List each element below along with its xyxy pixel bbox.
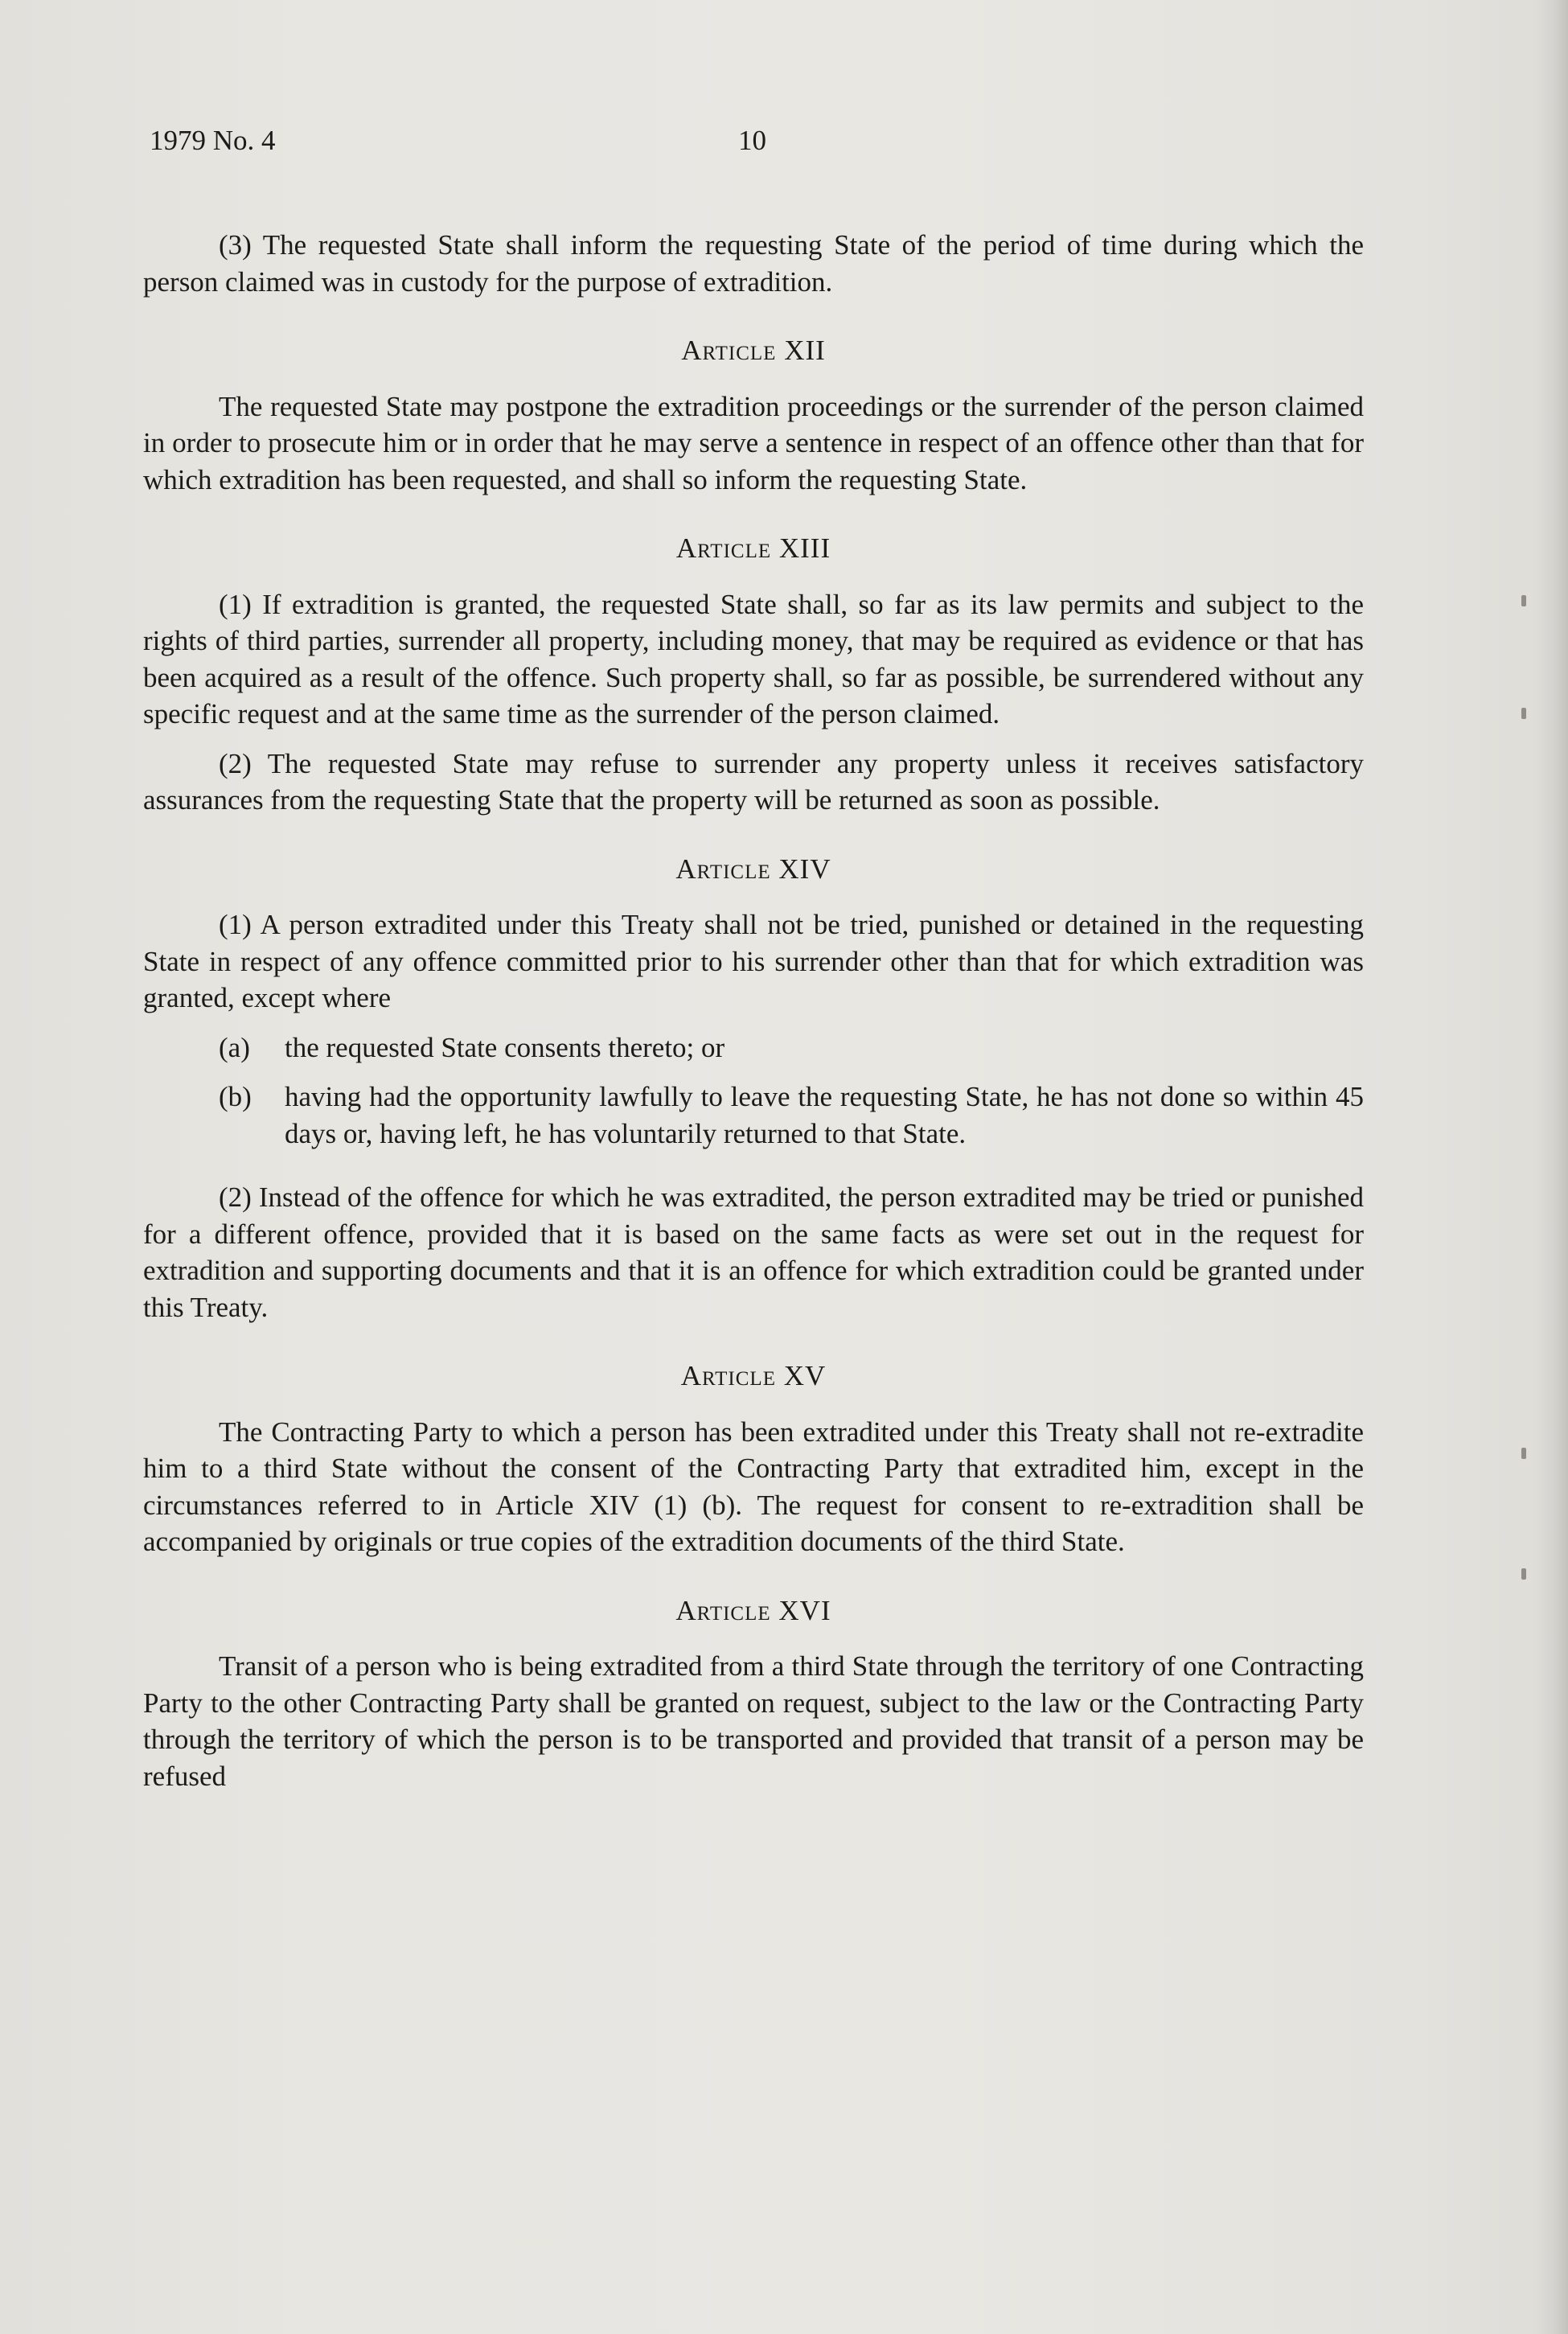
list-item-a bbox=[219, 1029, 1364, 1066]
article-xiv-paragraph-1: (1) A person extradited under this Treaty shall not be tried, punished or detained in the requesting State in respect of any offence committed prior to his surrender other than that for which extradition was granted, except where bbox=[143, 909, 1364, 1013]
binding-mark bbox=[1521, 708, 1526, 719]
list-item-b-text: having had the opportunity lawfully to leave the requesting State, he has not done so within 45 days or, having left, he has voluntarily returned to that State. bbox=[285, 1081, 1364, 1149]
article-xvi-heading bbox=[143, 1592, 1364, 1629]
paragraph-3-custody: (3) The requested State shall inform the requesting State of the period of time during which the person claimed was in custody for the purpose of extradition. bbox=[143, 229, 1364, 298]
article-xiii-title: Article XIII bbox=[675, 532, 831, 564]
article-xvi-title: Article XVI bbox=[675, 1594, 831, 1626]
article-xiv-heading bbox=[143, 851, 1364, 888]
document-reference: 1979 No. 4 bbox=[150, 125, 276, 156]
binding-mark bbox=[1521, 1568, 1526, 1580]
article-xiv-title: Article XIV bbox=[675, 853, 831, 885]
article-xv-heading bbox=[143, 1358, 1364, 1395]
article-xiii-paragraph-1: (1) If extradition is granted, the requested State shall, so far as its law permits and subject to the rights of third parties, surrender all property, including money, that may be required as evidence or that has been acquired as a result of the offence. Such property shall, so far as possible, be surrendered without any specific request and at the same time as the surrender of the person claimed. bbox=[143, 588, 1364, 729]
article-xv-title: Article XV bbox=[680, 1360, 827, 1391]
article-xiv-paragraph-2: (2) Instead of the offence for which he was extradited, the person extradited may be tried or punished for a different offence, provided that it is based on the same facts as were set out in the request for extradition and supporting documents and that it is an offence for which extradition could be granted under this Treaty. bbox=[143, 1181, 1364, 1323]
article-xiii-paragraph-2: (2) The requested State may refuse to surrender any property unless it receives satisfactory assurances from the requesting State that the property will be returned as soon as possible. bbox=[143, 747, 1364, 816]
document-body bbox=[143, 122, 1364, 1794]
article-xvi-text: Transit of a person who is being extradited from a third State through the territory of one Contracting Party to the other Contracting Party shall be granted on request, subject to the law or the Contracting Party through the territory of which the person is to be transported and provided that transit of a person may be refused bbox=[143, 1650, 1364, 1792]
binding-mark bbox=[1521, 595, 1526, 606]
list-item-b bbox=[219, 1079, 1364, 1152]
article-xiii-heading bbox=[143, 530, 1364, 567]
article-xv-text: The Contracting Party to which a person has been extradited under this Treaty shall not re-extradite him to a third State without the consent of the Contracting Party that extradited him, except in the circumstances referred to in Article XIV (1) (b). The request for consent to re-extradition shall be accompanied by originals or true copies of the extradition documents of the third State. bbox=[143, 1416, 1364, 1557]
page-edge-shadow bbox=[1536, 0, 1568, 2334]
page-number: 10 bbox=[738, 125, 766, 156]
list-item-a-marker: (a) bbox=[219, 1031, 250, 1063]
list-item-a-text: the requested State consents thereto; or bbox=[285, 1031, 725, 1063]
list-item-b-marker: (b) bbox=[219, 1081, 252, 1112]
article-xii-heading bbox=[143, 332, 1364, 369]
running-head bbox=[143, 122, 1364, 171]
article-xii-title: Article XII bbox=[681, 335, 826, 366]
article-xii-text: The requested State may postpone the extradition proceedings or the surrender of the person claimed in order to prosecute him or in order that he may serve a sentence in respect of an offence other than that for which extradition has been requested, and shall so inform the requesting State. bbox=[143, 390, 1364, 495]
binding-mark bbox=[1521, 1448, 1526, 1459]
